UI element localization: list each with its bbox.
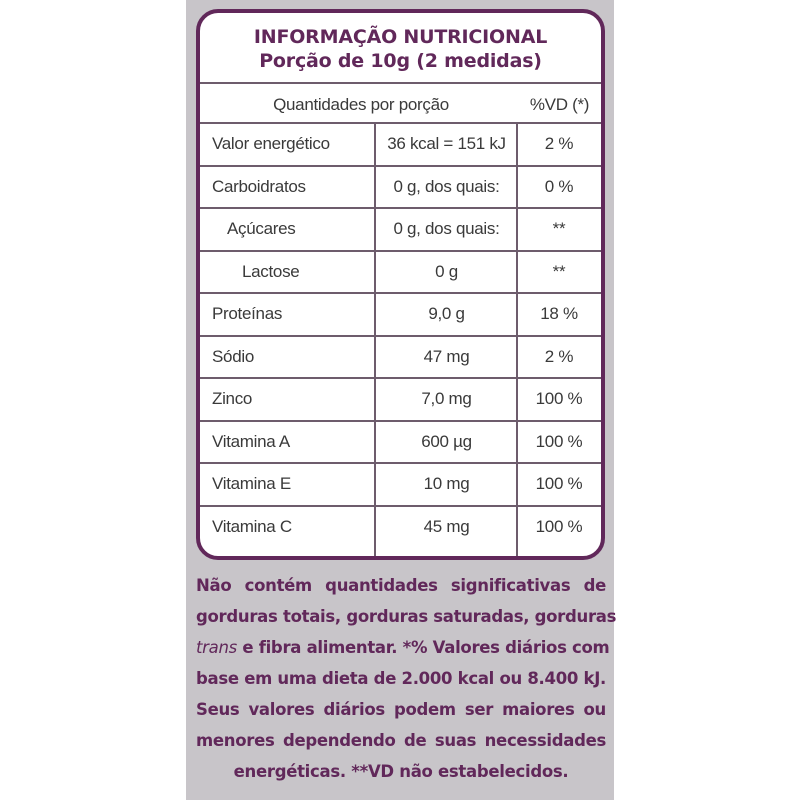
table-row — [200, 293, 601, 335]
footnote-line: gorduras totais, gorduras saturadas, gorduras — [196, 607, 617, 626]
footnote-italic-trans: trans — [196, 638, 237, 657]
nutrient-daily-value: ** — [552, 261, 566, 281]
nutrient-name: Sódio — [212, 346, 254, 366]
nutrient-daily-value: 100 % — [535, 474, 583, 493]
footnote-line — [196, 632, 610, 663]
nutrient-name: Zinco — [212, 389, 253, 408]
header-quantity: Quantidades por porção — [273, 95, 449, 114]
nutrient-quantity: 0 g, dos quais: — [393, 176, 500, 196]
table-row — [200, 251, 601, 293]
column-divider-qty — [374, 123, 376, 560]
nutrient-name: Valor energético — [212, 134, 330, 153]
nutrient-quantity: 7,0 mg — [421, 389, 472, 408]
nutrient-quantity: 0 g, dos quais: — [393, 219, 500, 238]
nutrient-name: Açúcares — [227, 219, 296, 238]
nutrient-name: Vitamina E — [212, 474, 291, 493]
header-vd: %VD (*) — [529, 95, 590, 114]
footnote-line: base em uma dieta de 2.000 kcal ou 8.400 kJ. — [196, 669, 606, 688]
nutrient-quantity: 45 mg — [423, 516, 470, 536]
table-title: INFORMAÇÃO NUTRICIONAL — [253, 26, 548, 48]
nutrient-daily-value: 2 % — [544, 134, 574, 153]
serving-size: Porção de 10g (2 medidas) — [259, 50, 542, 72]
nutrient-quantity: 9,0 g — [428, 304, 465, 323]
nutrient-quantity: 600 µg — [421, 431, 472, 451]
table-row — [200, 208, 601, 250]
table-row — [200, 463, 601, 505]
table-row — [200, 506, 601, 548]
nutrient-daily-value: 0 % — [544, 176, 574, 196]
nutrition-facts-table — [196, 9, 605, 560]
table-row — [200, 123, 601, 165]
table-row — [200, 166, 601, 208]
nutrient-daily-value: ** — [552, 219, 566, 238]
footnote-line: Seus valores diários podem ser maiores ou — [196, 700, 606, 719]
title-divider — [200, 82, 601, 84]
nutrient-daily-value: 100 % — [535, 516, 583, 536]
nutrient-daily-value: 18 % — [540, 304, 578, 323]
nutrient-daily-value: 100 % — [535, 389, 583, 408]
nutrient-name: Carboidratos — [212, 176, 306, 196]
footnote-line-rest: e fibra alimentar. *% Valores diários com — [236, 638, 610, 657]
table-row — [200, 421, 601, 463]
nutrient-name: Vitamina A — [212, 431, 290, 451]
nutrient-quantity: 47 mg — [423, 346, 470, 366]
footnote-line: menores dependendo de suas necessidades — [196, 731, 606, 750]
nutrient-quantity: 10 mg — [423, 474, 470, 493]
table-row — [200, 378, 601, 420]
nutrient-quantity: 0 g — [435, 261, 458, 281]
nutrient-name: Vitamina C — [212, 516, 292, 536]
footnote-line: energéticas. **VD não estabelecidos. — [233, 762, 569, 781]
nutrient-quantity: 36 kcal = 151 kJ — [387, 134, 506, 153]
nutrient-daily-value: 2 % — [544, 346, 574, 366]
nutrient-daily-value: 100 % — [535, 431, 583, 451]
nutrient-name: Lactose — [242, 261, 300, 281]
table-row — [200, 336, 601, 378]
column-divider-vd — [516, 123, 518, 560]
footnote — [196, 570, 617, 787]
footnote-line: Não contém quantidades significativas de — [196, 576, 606, 595]
nutrient-name: Proteínas — [212, 304, 283, 323]
